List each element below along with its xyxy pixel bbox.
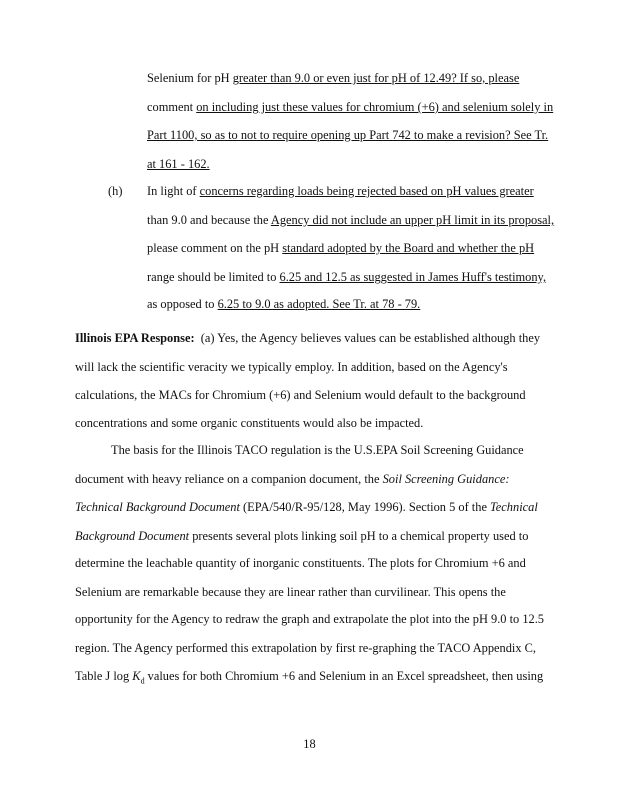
text-run: values for both Chromium +6 and Selenium in an Excel spreadsheet, then using: [144, 669, 544, 683]
text-run: opportunity for the Agency to redraw the graph and extrapolate the plot into the pH 9.0 to 12.5: [75, 612, 545, 626]
underlined-text: Agency did not include an upper pH limit in its proposal,: [270, 213, 555, 227]
italic-text: Technical Background Document: [75, 500, 240, 514]
italic-text: K: [132, 669, 141, 683]
text-line: [75, 669, 543, 688]
text-line: [147, 71, 519, 85]
text-run: than 9.0 and because the: [147, 213, 271, 227]
text-run: please comment on the pH: [147, 241, 283, 255]
response-label: Illinois EPA Response:: [75, 331, 195, 345]
text-run: Selenium are remarkable because they are linear rather than curvilinear. This opens the: [75, 585, 506, 599]
italic-text: Soil Screening Guidance:: [382, 472, 510, 486]
underlined-text: 6.25 and 12.5 as suggested in James Huff's testimony,: [279, 270, 547, 284]
response-text: (a) Yes, the Agency believes values can be established although they: [200, 331, 541, 345]
text-line: [75, 585, 506, 599]
text-line: [75, 472, 509, 486]
underlined-text: concerns regarding loads being rejected based on pH values greater: [199, 184, 534, 198]
text-line: [147, 128, 548, 142]
underlined-text: Part 1100, so as to not to require opening up Part 742 to make a revision? See Tr.: [147, 128, 549, 142]
text-line: [75, 529, 528, 543]
text-line: [147, 270, 546, 284]
italic-text: Technical: [490, 500, 538, 514]
underlined-text: 6.25 to 9.0 as adopted. See Tr. at 78 - 79.: [217, 297, 421, 311]
underlined-text: at 161 - 162.: [147, 157, 210, 171]
text-run: In light of: [147, 184, 200, 198]
text-run: region. The Agency performed this extrapolation by first re-graphing the TACO Appendix C,: [75, 641, 537, 655]
text-run: determine the leachable quantity of inorganic constituents. The plots for Chromium +6 and: [75, 556, 526, 570]
underlined-text: standard adopted by the Board and whether the pH: [282, 241, 535, 255]
text-line: will lack the scientific veracity we typically employ. In addition, based on the Agency's: [75, 360, 508, 374]
text-run: (EPA/540/R-95/128, May 1996). Section 5 of the: [239, 500, 491, 514]
text-line: [147, 213, 554, 227]
text-run: document with heavy reliance on a companion document, the: [75, 472, 383, 486]
text-line: [75, 641, 536, 655]
text-run: Table J log: [75, 669, 133, 683]
text-run: Selenium for pH: [147, 71, 233, 85]
text-run: range should be limited to: [147, 270, 280, 284]
text-line: [75, 331, 540, 345]
text-line: [75, 612, 544, 626]
underlined-text: greater than 9.0 or even just for pH of 12.49? If so, please: [232, 71, 520, 85]
text-run: as opposed to: [147, 297, 218, 311]
text-run: presents several plots linking soil pH to a chemical property used to: [189, 529, 529, 543]
text-line: [147, 157, 210, 171]
text-line: concentrations and some organic constituents would also be impacted.: [75, 416, 424, 430]
page-number: 18: [303, 737, 316, 751]
question-marker: (h): [108, 184, 123, 198]
text-line: [75, 500, 538, 514]
text-line: [147, 184, 534, 198]
text-line: [147, 241, 534, 255]
underlined-text: on including just these values for chromium (+6) and selenium solely in: [196, 100, 554, 114]
text-line: [147, 297, 420, 311]
text-run: d: [140, 676, 145, 686]
italic-text: Background Document: [75, 529, 190, 543]
text-run: The basis for the Illinois TACO regulation is the U.S.EPA Soil Screening Guidance: [111, 443, 524, 457]
text-line: [111, 443, 524, 457]
text-line: [75, 556, 526, 570]
text-line: [147, 100, 553, 114]
text-run: comment: [147, 100, 197, 114]
text-line: calculations, the MACs for Chromium (+6) and Selenium would default to the background: [75, 388, 526, 402]
